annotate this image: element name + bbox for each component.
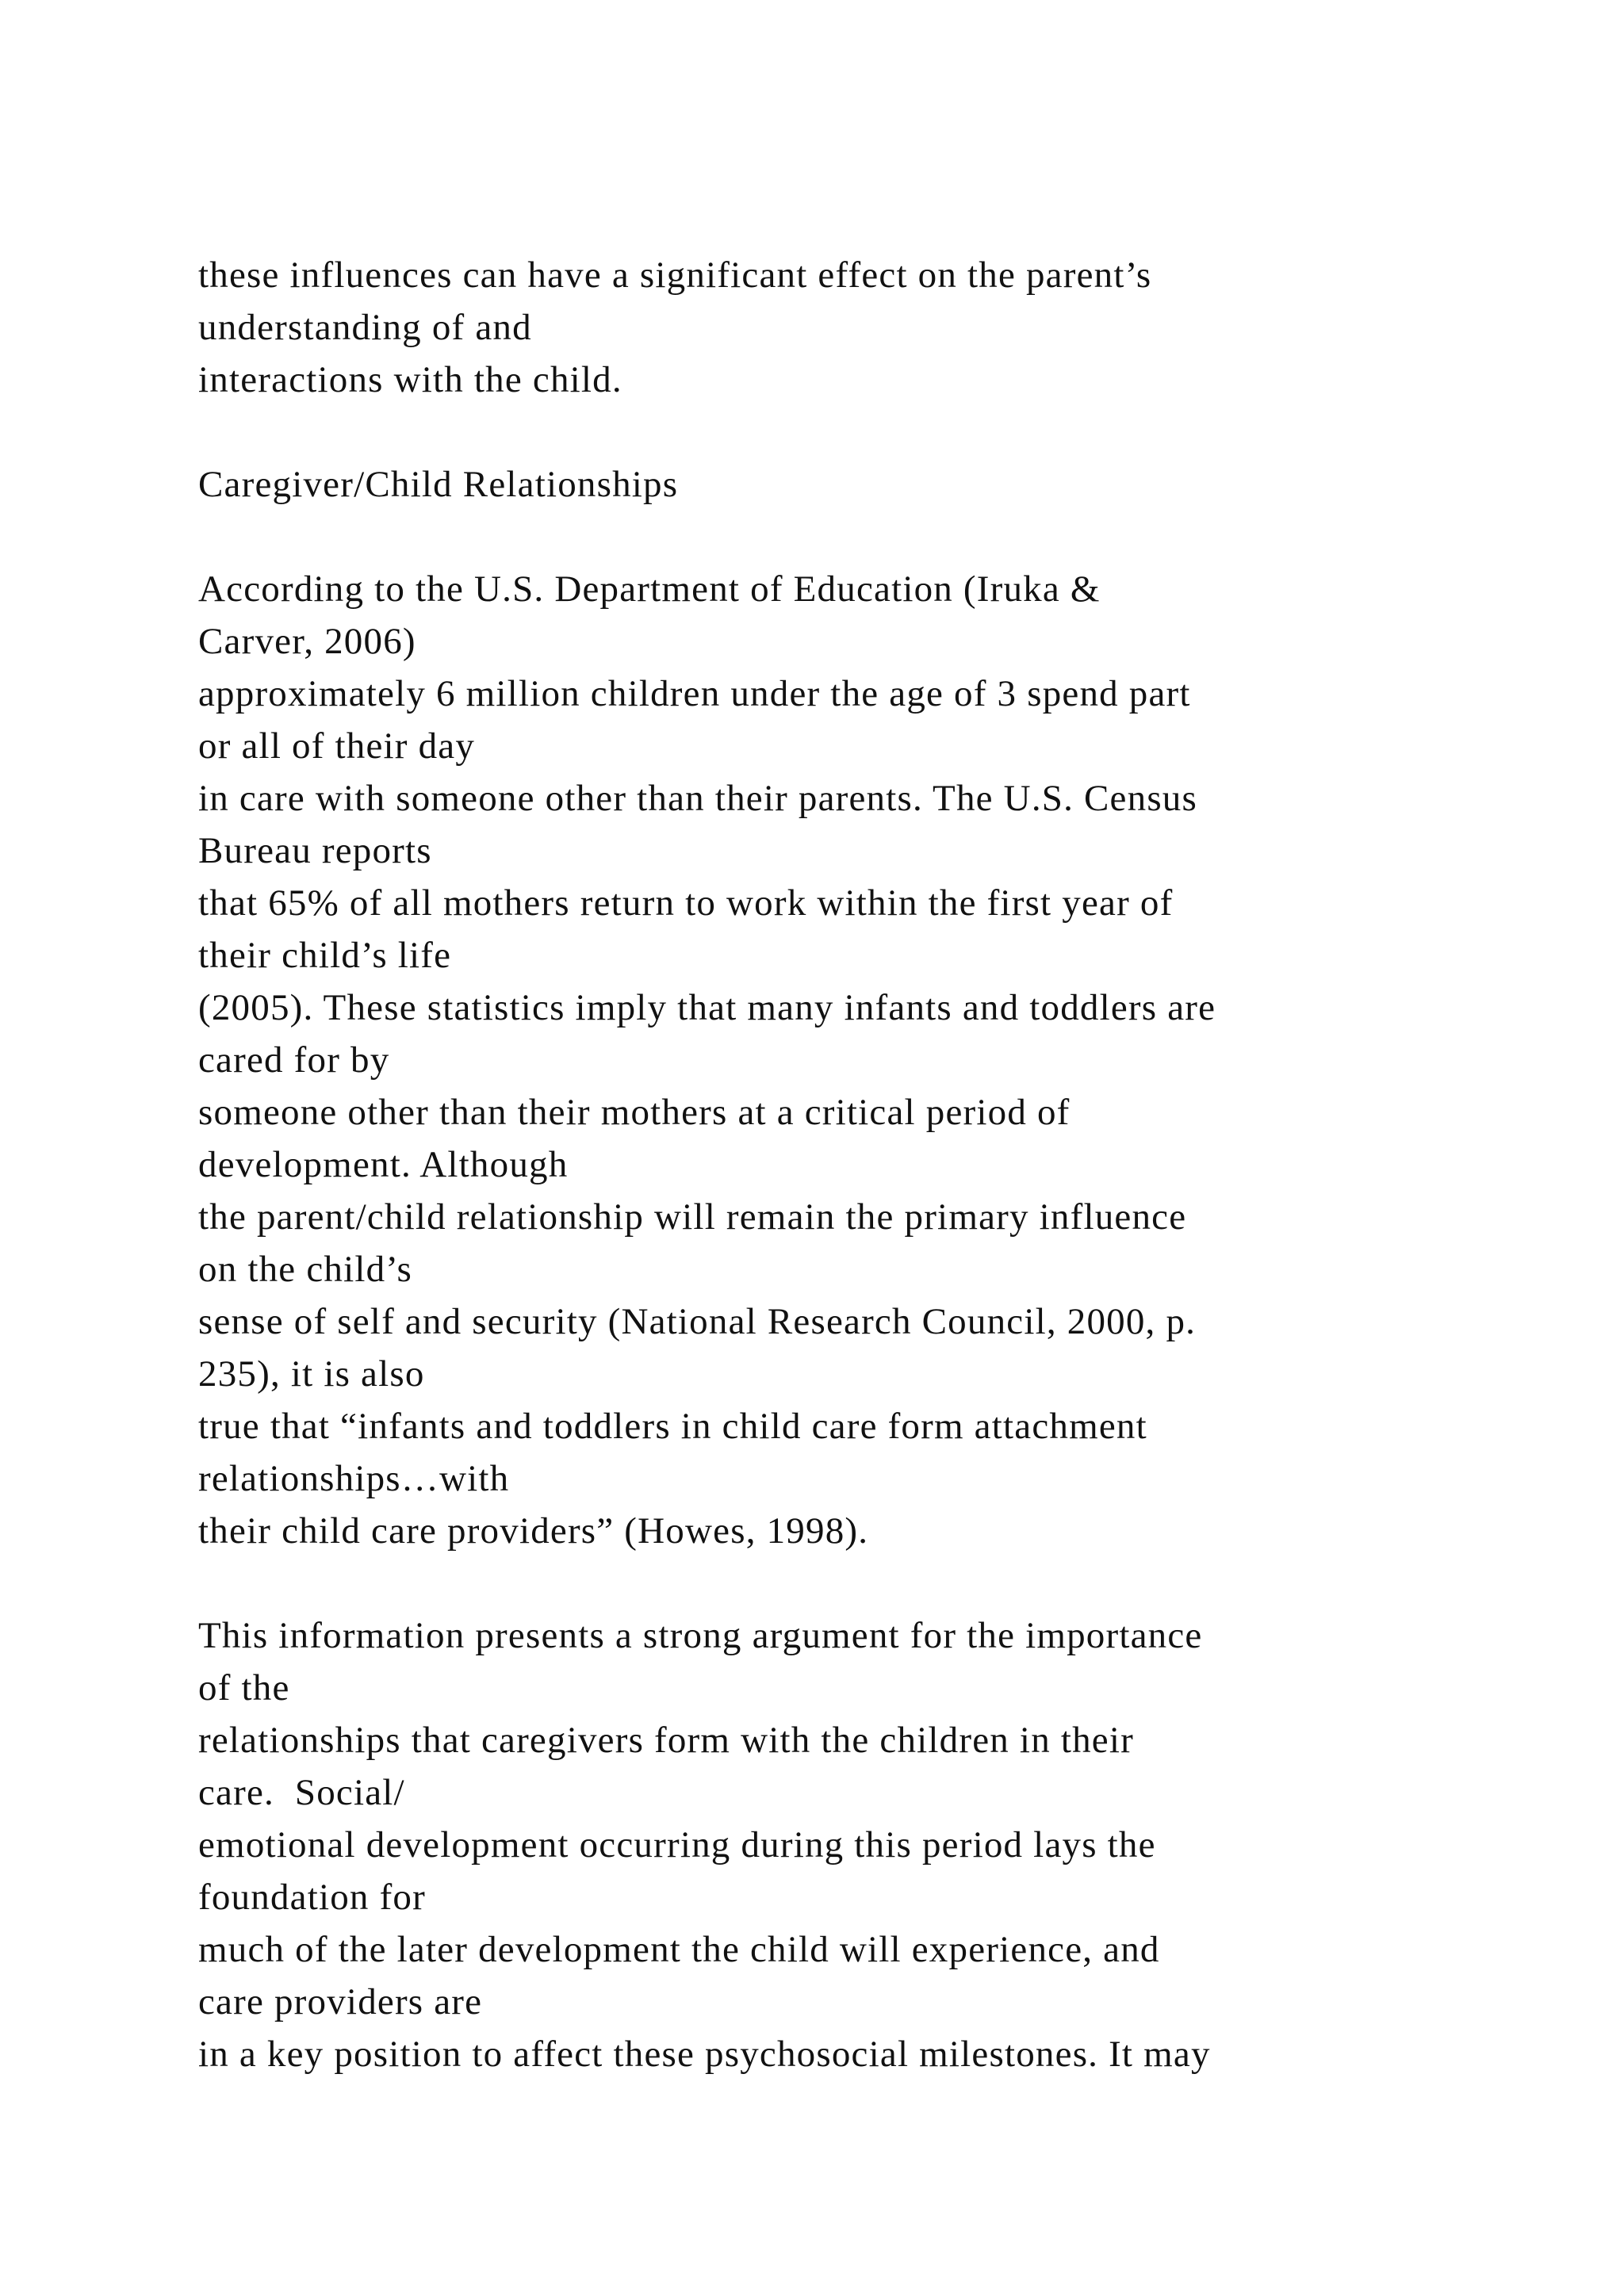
paragraph-intro [198,249,1507,406]
text-line: the parent/child relationship will remain the primary influence [198,1196,1187,1238]
heading-line: Caregiver/Child Relationships [198,464,679,505]
section-heading [198,458,1507,511]
text-line: their child’s life [198,935,452,976]
paragraph-gap [198,1557,1507,1609]
text-line: or all of their day [198,725,476,767]
text-line: foundation for [198,1877,426,1918]
text-line: relationships that caregivers form with the children in their [198,1720,1134,1761]
paragraph-gap [198,511,1507,563]
text-line: of the [198,1667,290,1709]
text-line: interactions with the child. [198,359,622,400]
text-line: (2005). These statistics imply that many infants and toddlers are [198,987,1216,1028]
text-line: cared for by [198,1039,390,1081]
text-line: development. Although [198,1144,569,1185]
text-line: much of the later development the child will experience, and [198,1929,1160,1970]
text-line: Carver, 2006) [198,621,416,662]
text-line: in care with someone other than their parents. The U.S. Census [198,778,1198,819]
text-line: their child care providers” (Howes, 1998). [198,1510,869,1552]
paragraph-gap [198,406,1507,458]
text-line: According to the U.S. Department of Education (Iruka & [198,568,1101,610]
body-text [198,249,1507,2080]
text-line: in a key position to affect these psychosocial milestones. It may [198,2034,1211,2075]
text-line: sense of self and security (National Research Council, 2000, p. [198,1301,1197,1342]
text-line: understanding of and [198,307,532,348]
text-line: true that “infants and toddlers in child care form attachment [198,1406,1147,1447]
text-line: Bureau reports [198,830,432,871]
text-line: these influences can have a significant effect on the parent’s [198,254,1152,296]
paragraph-statistics [198,563,1507,1557]
text-line: care. Social/ [198,1772,405,1813]
text-line: on the child’s [198,1249,413,1290]
text-line: 235), it is also [198,1353,425,1395]
text-line: emotional development occurring during this period lays the [198,1824,1156,1866]
text-line: This information presents a strong argument for the importance [198,1615,1203,1656]
text-line: relationships…with [198,1458,510,1499]
paragraph-argument [198,1609,1507,2080]
text-line: that 65% of all mothers return to work within the first year of [198,882,1174,924]
text-line: someone other than their mothers at a critical period of [198,1092,1071,1133]
text-line: approximately 6 million children under the age of 3 spend part [198,673,1191,714]
text-line: care providers are [198,1981,483,2022]
